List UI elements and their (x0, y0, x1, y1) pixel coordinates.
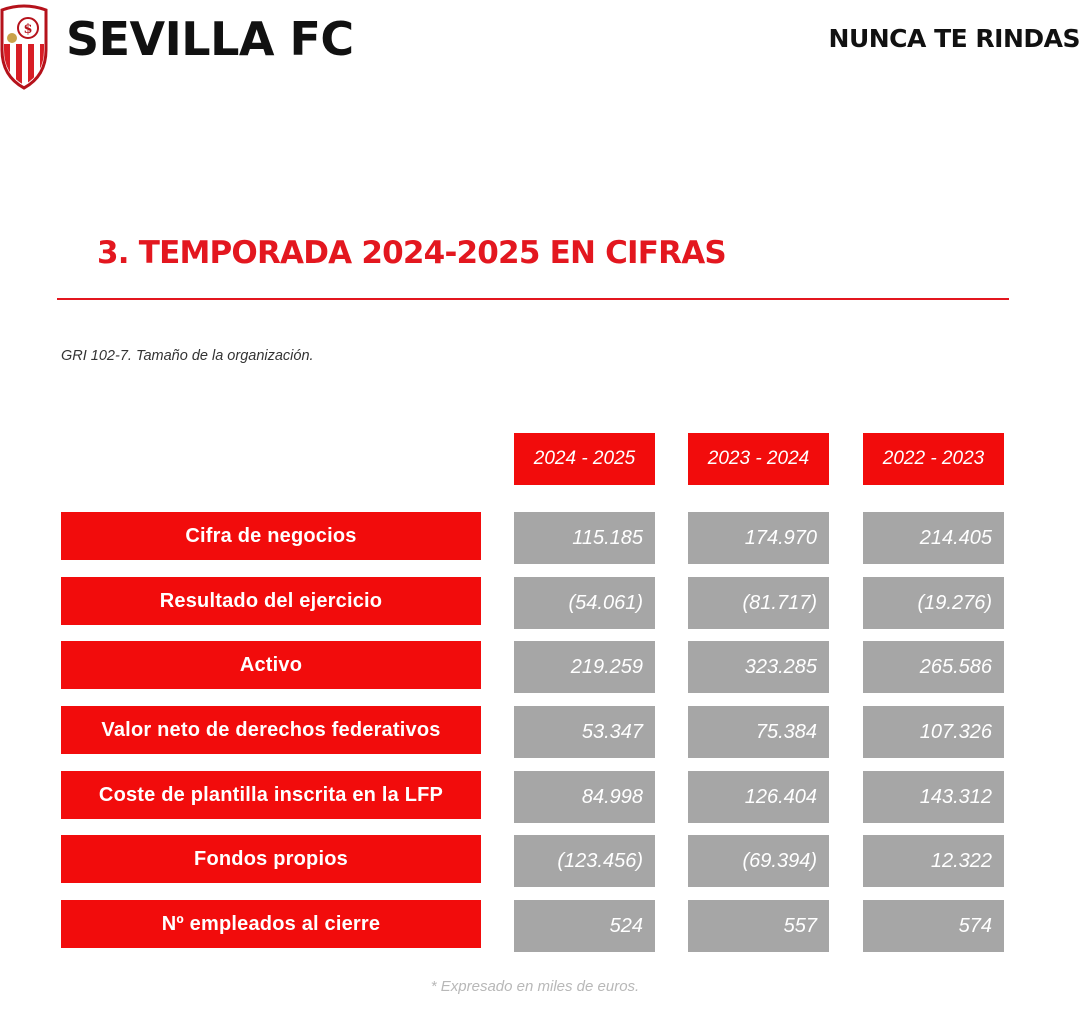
brand-name: SEVILLA FC (66, 12, 354, 66)
value-cell: 84.998 (514, 771, 655, 823)
value-cell: 557 (688, 900, 829, 952)
value-cell: 524 (514, 900, 655, 952)
year-header-2022-2023: 2022 - 2023 (863, 433, 1004, 485)
value-cell: 174.970 (688, 512, 829, 564)
row-label-activo: Activo (61, 641, 481, 689)
value-cell: 115.185 (514, 512, 655, 564)
value-cell: (123.456) (514, 835, 655, 887)
value-cell: (54.061) (514, 577, 655, 629)
value-cell: 143.312 (863, 771, 1004, 823)
section-divider (57, 298, 1009, 300)
value-cell: 219.259 (514, 641, 655, 693)
year-header-2024-2025: 2024 - 2025 (514, 433, 655, 485)
value-cell: 75.384 (688, 706, 829, 758)
row-label-coste-plantilla-lfp: Coste de plantilla inscrita en la LFP (61, 771, 481, 819)
svg-text:$: $ (23, 22, 33, 37)
value-cell: (81.717) (688, 577, 829, 629)
value-cell: 12.322 (863, 835, 1004, 887)
value-cell: 126.404 (688, 771, 829, 823)
row-label-valor-neto-derechos-federativos: Valor neto de derechos federativos (61, 706, 481, 754)
value-cell: 323.285 (688, 641, 829, 693)
value-cell: (69.394) (688, 835, 829, 887)
value-cell: 214.405 (863, 512, 1004, 564)
row-label-cifra-de-negocios: Cifra de negocios (61, 512, 481, 560)
row-label-empleados-al-cierre: Nº empleados al cierre (61, 900, 481, 948)
value-cell: 53.347 (514, 706, 655, 758)
section-title: 3. TEMPORADA 2024-2025 EN CIFRAS (97, 235, 726, 271)
value-cell: 265.586 (863, 641, 1004, 693)
value-cell: 574 (863, 900, 1004, 952)
sevilla-fc-crest-icon (0, 4, 48, 90)
value-cell: (19.276) (863, 577, 1004, 629)
footnote: * Expresado en miles de euros. (430, 978, 640, 995)
value-cell: 107.326 (863, 706, 1004, 758)
gri-note: GRI 102-7. Tamaño de la organización. (61, 348, 314, 364)
slogan: NUNCA TE RINDAS (828, 24, 1080, 53)
year-header-2023-2024: 2023 - 2024 (688, 433, 829, 485)
row-label-resultado-del-ejercicio: Resultado del ejercicio (61, 577, 481, 625)
row-label-fondos-propios: Fondos propios (61, 835, 481, 883)
